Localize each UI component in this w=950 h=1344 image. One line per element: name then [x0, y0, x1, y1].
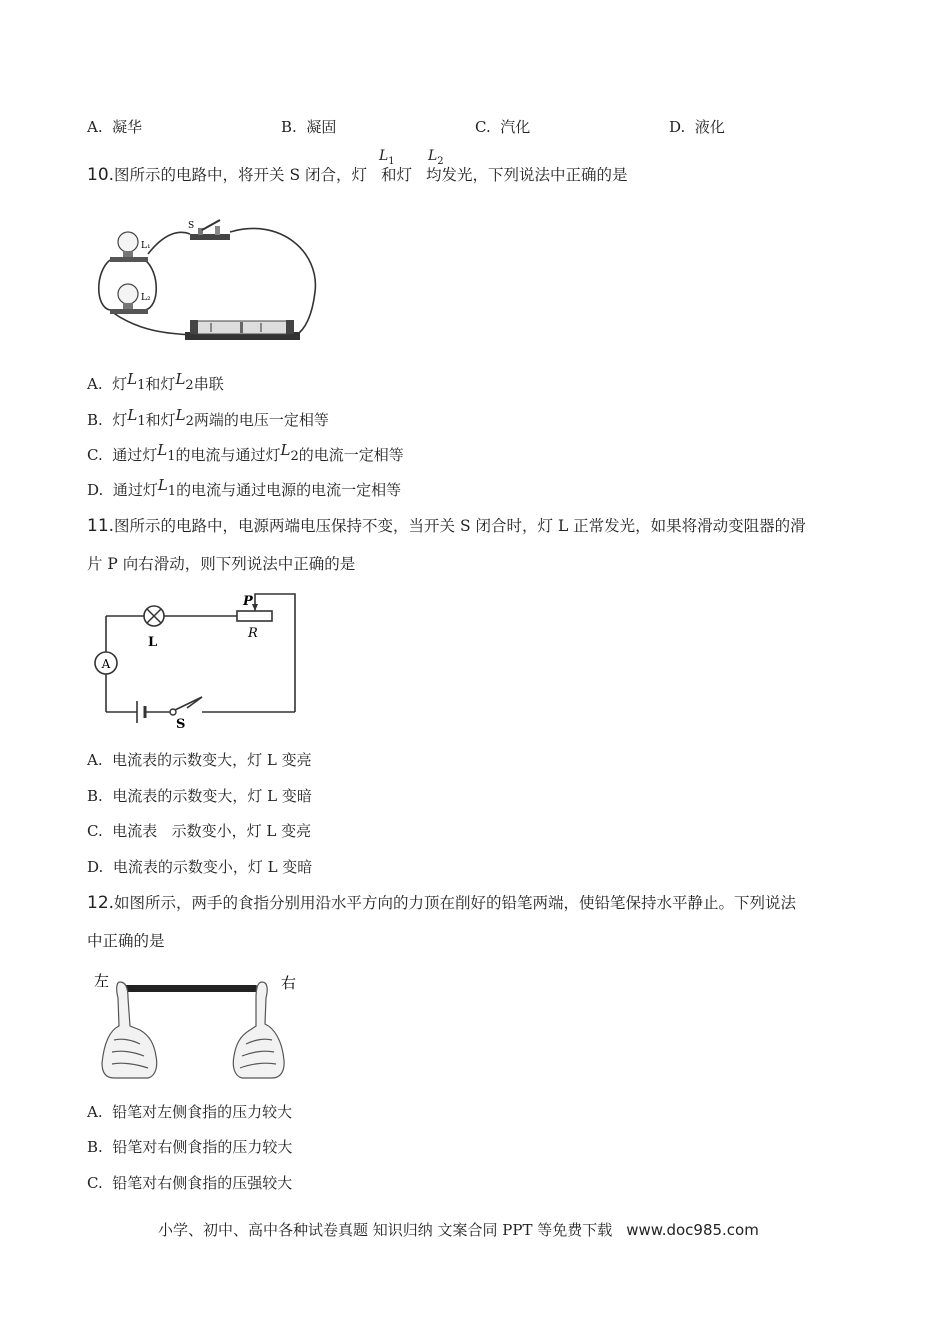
svg-text:L₁: L₁	[141, 241, 151, 251]
q12-option-b: B. 铅笔对右侧食指的压力较大	[87, 1138, 293, 1156]
svg-text:A: A	[101, 657, 111, 671]
q10-option-a: A. 灯L1和灯L2串联	[87, 370, 224, 393]
q11-stem-line2: 片 P 向右滑动，则下列说法中正确的是	[87, 555, 356, 573]
left-hand-icon	[102, 982, 157, 1078]
q11-option-c: C. 电流表 示数变小，灯 L 变亮	[87, 822, 312, 840]
switch-icon	[190, 220, 230, 240]
q11-stem-line1: 11.图所示的电路中，电源两端电压保持不变，当开关 S 闭合时，灯 L 正常发光，如果将滑动变阻器的滑	[87, 516, 806, 536]
q10-l2-symbol: $L_2$	[428, 148, 444, 167]
svg-text:左: 左	[94, 972, 110, 990]
battery-holder-icon	[185, 320, 300, 340]
q11-option-d: D. 电流表的示数变小，灯 L 变暗	[87, 858, 313, 876]
q12-option-a: A. 铅笔对左侧食指的压力较大	[87, 1103, 293, 1121]
svg-text:右: 右	[281, 974, 297, 992]
question-number: 11.	[87, 516, 115, 536]
svg-text:L: L	[148, 635, 158, 650]
right-hand-icon	[233, 982, 284, 1078]
q10-stem: 10.图所示的电路中，将开关 S 闭合，灯 和灯 均发光，下列说法中正确的是	[87, 165, 628, 185]
q12-option-c: C. 铅笔对右侧食指的压强较大	[87, 1174, 293, 1192]
q10-option-d: D. 通过灯L1的电流与通过电源的电流一定相等	[87, 476, 402, 499]
battery-icon	[137, 701, 145, 723]
svg-text:R: R	[248, 626, 258, 641]
q10-l1-symbol: $L_1$	[379, 148, 395, 167]
svg-text:S: S	[176, 717, 186, 732]
footer-text: 小学、初中、高中各种试卷真题 知识归纳 文案合同 PPT 等免费下载	[158, 1221, 613, 1239]
footer-url[interactable]: www.doc985.com	[626, 1221, 759, 1239]
question-number: 12.	[87, 893, 115, 913]
q11-option-b: B. 电流表的示数变大，灯 L 变暗	[87, 787, 312, 805]
q10-option-b: B. 灯L1和灯L2两端的电压一定相等	[87, 406, 329, 429]
q10-circuit-figure	[90, 212, 330, 352]
svg-text:P: P	[243, 594, 253, 609]
q11-option-a: A. 电流表的示数变大，灯 L 变亮	[87, 751, 312, 769]
switch-icon	[170, 697, 202, 715]
q9-option-c: C. 汽化	[475, 118, 531, 136]
q9-option-b: B. 凝固	[281, 118, 337, 136]
svg-text:S: S	[188, 221, 195, 231]
lamp-icon	[144, 606, 164, 626]
q12-pencil-figure	[92, 968, 307, 1083]
q11-circuit-figure	[92, 590, 302, 730]
question-number: 10.	[87, 165, 115, 185]
page-footer	[158, 1219, 759, 1240]
q12-stem-line2: 中正确的是	[87, 932, 165, 950]
pencil-icon	[126, 985, 264, 992]
q9-option-a: A. 凝华	[87, 118, 143, 136]
q10-option-c: C. 通过灯L1的电流与通过灯L2的电流一定相等	[87, 441, 404, 464]
svg-text:L₂: L₂	[141, 293, 151, 303]
q9-option-d: D. 液化	[669, 118, 725, 136]
q12-stem-line1: 12.如图所示，两手的食指分别用沿水平方向的力顶在削好的铅笔两端，使铅笔保持水平静止。下列说法	[87, 893, 797, 913]
